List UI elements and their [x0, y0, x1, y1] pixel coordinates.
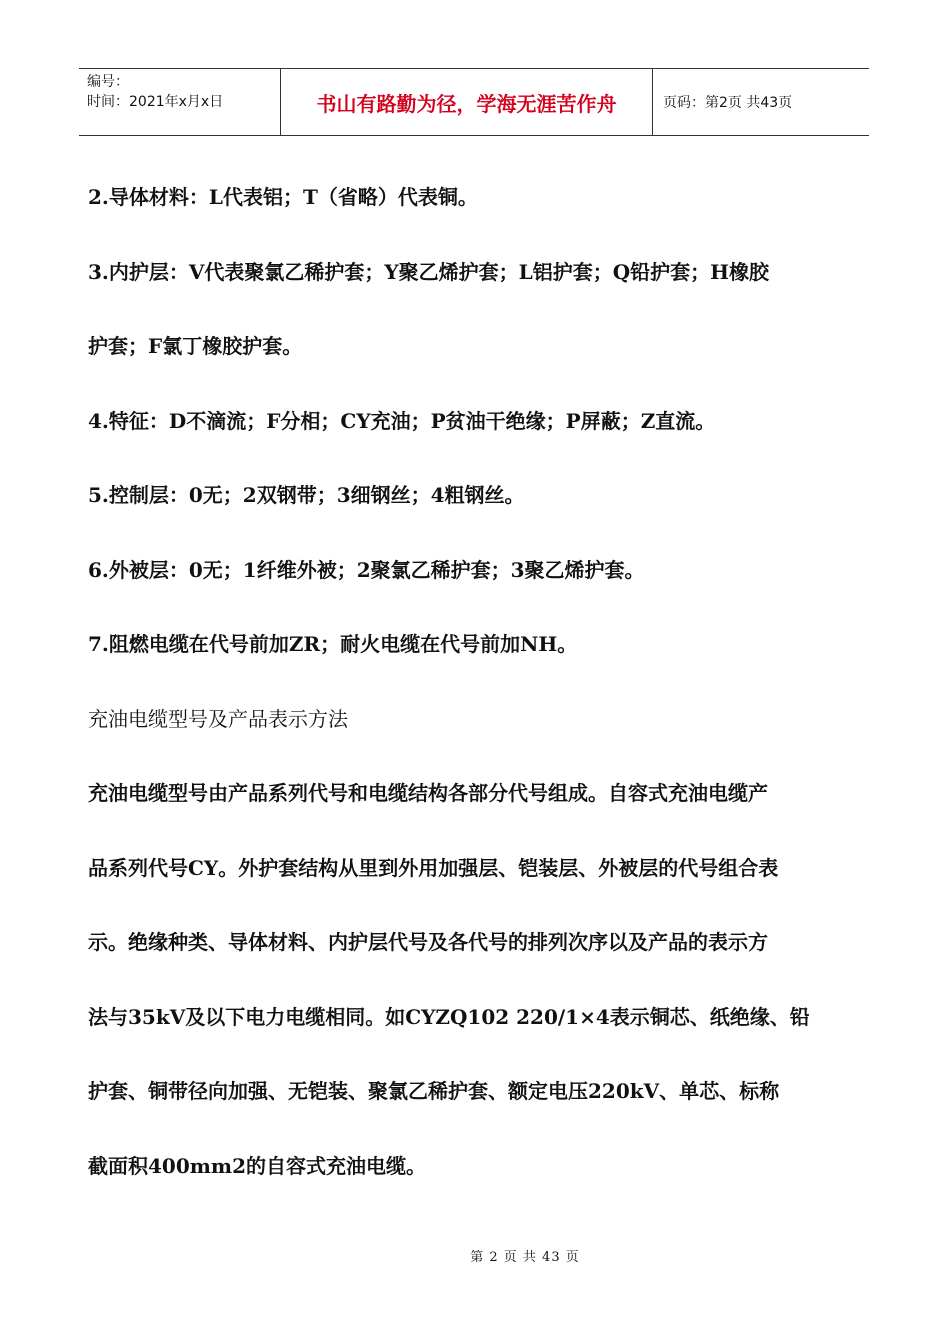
section-heading: 充油电缆型号及产品表示方法 [88, 706, 348, 731]
text-line: 6.外被层：0无；1纤维外被；2聚氯乙稀护套；3聚乙烯护套。 [88, 557, 645, 582]
document-body [88, 160, 863, 1203]
text-line: 护套、铜带径向加强、无铠装、聚氯乙稀护套、额定电压220kV、单芯、标称 [88, 1079, 780, 1103]
page-header [79, 68, 869, 136]
text-line: 品系列代号CY。外护套结构从里到外用加强层、铠装层、外被层的代号组合表 [88, 855, 779, 880]
header-motto: 书山有路勤为径，学海无涯苦作舟 [281, 69, 653, 135]
text-line: 示。绝缘种类、导体材料、内护层代号及各代号的排列次序以及产品的表示方 [88, 930, 768, 954]
text-line: 充油电缆型号由产品系列代号和电缆结构各部分代号组成。自容式充油电缆产 [88, 781, 768, 805]
header-page-number: 页码：第2页 共43页 [663, 95, 793, 111]
text-line: 护套；F氯丁橡胶护套。 [88, 334, 303, 358]
text-line: 4.特征：D不滴流；F分相；CY充油；P贫油干绝缘；P屏蔽；Z直流。 [88, 408, 716, 433]
code-label: 编号： [87, 74, 129, 90]
header-info-cell [79, 69, 281, 135]
text-line: 3.内护层：V代表聚氯乙稀护套；Y聚乙烯护套；L铝护套；Q铅护套；H橡胶 [88, 259, 770, 284]
text-line: 2.导体材料：L代表铝；T（省略）代表铜。 [88, 185, 478, 209]
text-line: 截面积400mm2的自容式充油电缆。 [88, 1153, 426, 1178]
page-footer: 第 2 页 共 43 页 [470, 1250, 580, 1265]
text-line: 法与35kV及以下电力电缆相同。如CYZQ102 220/1×4表示铜芯、纸绝缘、铅 [88, 1004, 810, 1029]
date-label: 时间：2021年x月x日 [87, 94, 224, 110]
text-line: 7.阻燃电缆在代号前加ZR；耐火电缆在代号前加NH。 [88, 632, 578, 656]
text-line: 5.控制层：0无；2双钢带；3细钢丝；4粗钢丝。 [88, 483, 525, 507]
